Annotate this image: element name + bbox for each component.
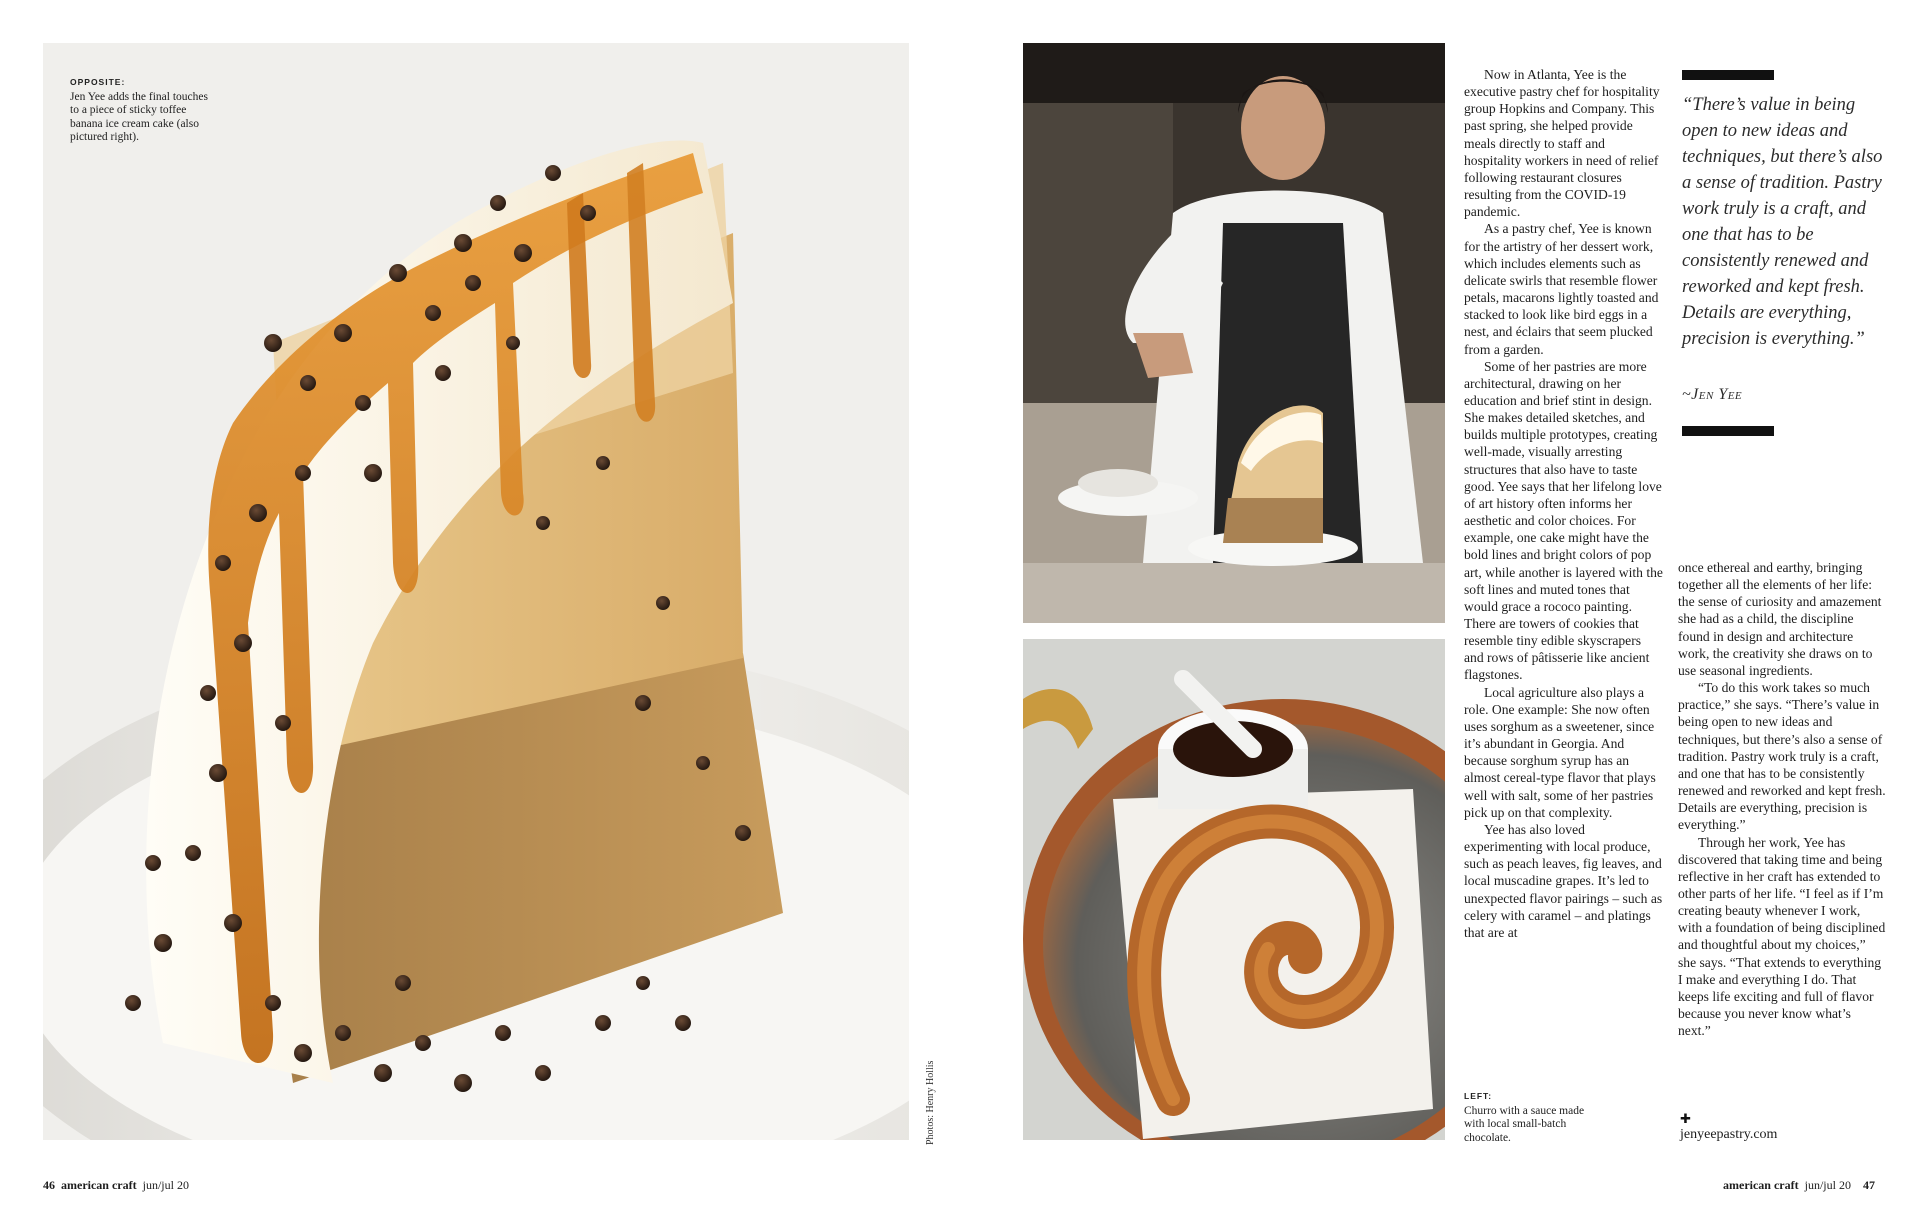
end-mark-icon: ✚: [1680, 1111, 1691, 1126]
issue-left: jun/jul 20: [142, 1178, 189, 1192]
paragraph: Local agriculture also plays a role. One example: She now often uses sorghum as a sweetener, since it’s abundant in Georgia. And because sorghum syrup has an almost cereal-type flavor that plays well with salt, some of her pastries pick up on that complexity.: [1464, 684, 1656, 820]
paragraph: Some of her pastries are more architectural, drawing on her education and brief stint in design. She makes detailed sketches, and builds multiple prototypes, creating well-made, visually arresting structures that also have to taste good. Yee says that her lifelong love of art history often informs her aesthetic and color choices. For example, one cake might have the bold lines and bright colors of pop art, while another is layered with the soft lines and muted tones that would grace a rococo painting. There are towers of cookies that resemble tiny edible skyscrapers and rows of pâtisserie like ancient flagstones.: [1464, 358, 1663, 683]
pull-quote: “There’s value in being open to new ideas and techniques, but there’s also a sense of tradition. Pastry work truly is a craft, and one that has to be consistently renewed and reworked and kept fresh. Details are everything, precision is everything.”: [1682, 95, 1883, 349]
caption-text: Jen Yee adds the final touches to a piece of sticky toffee banana ice cream cake (also pictured right).: [70, 90, 208, 143]
cake-photo: [43, 43, 909, 1140]
paragraph: Yee has also loved experimenting with local produce, such as peach leaves, fig leaves, and local muscadine grapes. It’s led to unexpected flavor pairings – such as celery with caramel – and platings that are at: [1464, 821, 1663, 940]
website-link[interactable]: jenyeepastry.com: [1680, 1127, 1778, 1142]
folio-right: [1723, 1178, 1875, 1193]
pull-quote-bottom-rule: [1682, 426, 1774, 436]
page-number-left: 46: [43, 1178, 55, 1192]
body-column-a: [1464, 66, 1664, 941]
magazine-title-left: american craft: [61, 1178, 137, 1192]
chef-photo: [1023, 43, 1445, 623]
issue-right: jun/jul 20: [1804, 1178, 1851, 1192]
caption-label: OPPOSITE:: [70, 77, 126, 87]
churro-caption: [1464, 1090, 1594, 1145]
photo-credit-text: Photos: Henry Hollis: [925, 1060, 936, 1145]
caption-label: LEFT:: [1464, 1091, 1493, 1101]
paragraph: As a pastry chef, Yee is known for the artistry of her dessert work, which includes elements such as delicate swirls that resemble flower petals, macarons lightly toasted and stacked to look like bird eggs in a nest, and éclairs that seem plucked from a garden.: [1464, 221, 1659, 357]
body-column-b: [1678, 559, 1886, 1039]
pull-quote-top-rule: [1682, 70, 1774, 80]
paragraph: Now in Atlanta, Yee is the executive pastry chef for hospitality group Hopkins and Company. This past spring, she helped provide meals directly to staff and hospitality workers in need of relief following restaurant closures resulting from the COVID-19 pandemic.: [1464, 67, 1660, 220]
magazine-title-right: american craft: [1723, 1178, 1799, 1192]
paragraph: once ethereal and earthy, bringing together all the elements of her life: the sense of curiosity and amazement she had as a child, the discipline found in design and architecture work, the creativity she draws on to use seasonal ingredients.: [1678, 560, 1882, 678]
caption-text: Churro with a sauce made with local small-batch chocolate.: [1464, 1104, 1585, 1144]
churro-photo: [1023, 639, 1445, 1140]
paragraph: Through her work, Yee has discovered that taking time and being reflective in her craft has extended to other parts of her life. “I feel as if I’m creating beauty whenever I work, with a foundation of being disciplined and thoughtful about my choices,” she says. “That extends to everything I make and everything I do. That keeps life exciting and full of flavor because you never know what’s next.”: [1678, 834, 1886, 1039]
folio-left: [43, 1178, 189, 1193]
pull-quote-attribution: ~Jen Yee: [1682, 386, 1743, 403]
opposite-caption: [70, 76, 210, 145]
paragraph: “To do this work takes so much practice,” she says. “There’s value in being open to new ideas and techniques, but there’s also a sense of tradition. Pastry work truly is a craft, and one that has to be consistently renewed and reworked and kept fresh. Details are everything, precision is everything.”: [1678, 680, 1886, 833]
page-number-right: 47: [1862, 1178, 1875, 1192]
